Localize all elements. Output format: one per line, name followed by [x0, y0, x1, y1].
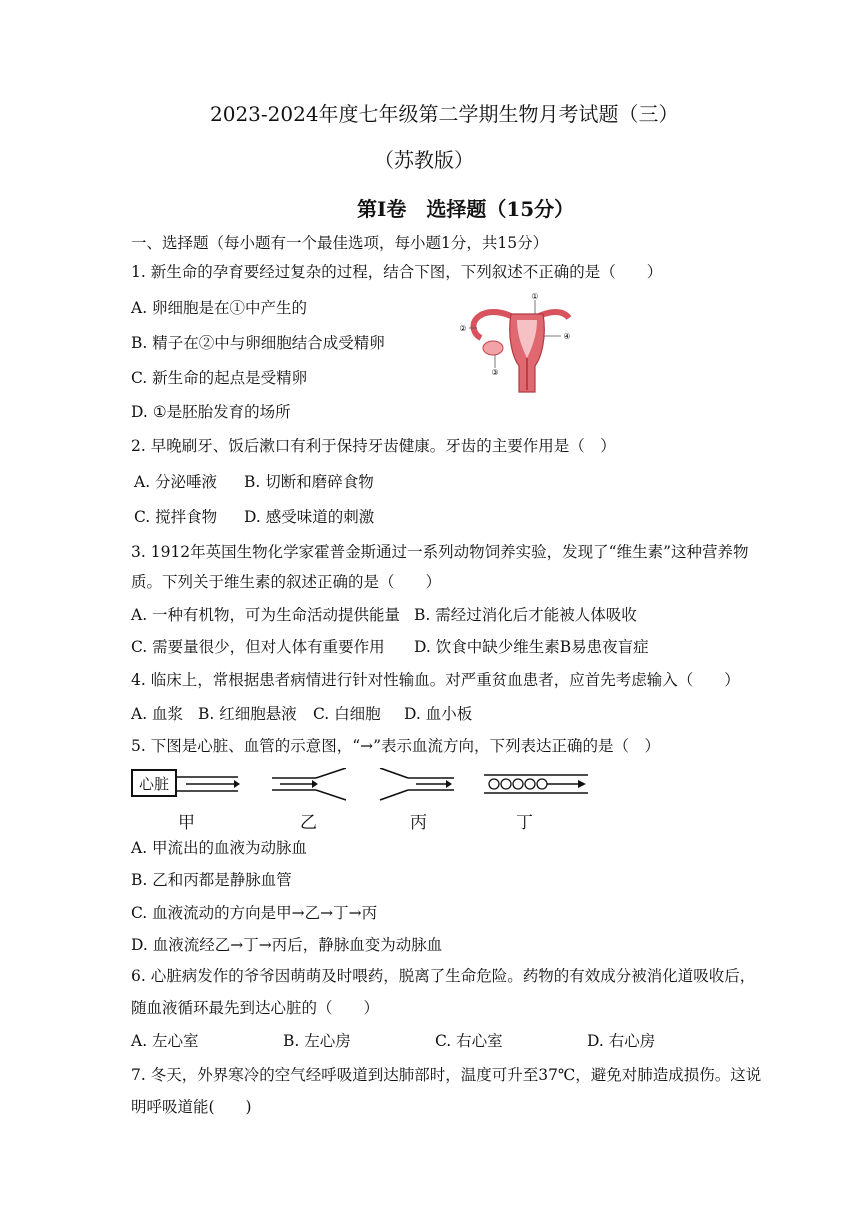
vessel-label-jia: 甲: [178, 813, 195, 833]
q5-stem: 5. 下图是心脏、血管的示意图，“→”表示血流方向，下列表达正确的是（ ）: [131, 737, 661, 755]
q4-option-b: B. 红细胞悬液: [198, 705, 297, 723]
q7-stem-line2: 明呼吸道能( ): [131, 1098, 252, 1116]
blood-vessel-diagram: [176, 768, 596, 802]
q2-option-d: D. 感受味道的刺激: [244, 508, 375, 526]
q2-option-b: B. 切断和磨碎食物: [244, 473, 374, 491]
figure-label-1: ①: [531, 292, 539, 301]
q7-stem-line1: 7. 冬天，外界寒冷的空气经呼吸道到达肺部时，温度可升至37℃，避免对肺造成损伤。这说: [131, 1066, 762, 1084]
fallopian-tube-left: [474, 312, 515, 338]
q2-stem: 2. 早晚刷牙、饭后漱口有利于保持牙齿健康。牙齿的主要作用是（ ）: [131, 437, 616, 455]
ovary-shape: [483, 341, 503, 355]
q3-option-a: A. 一种有机物，可为生命活动提供能量: [131, 606, 401, 624]
vessel-jia: [176, 777, 240, 791]
q6-stem-line1: 6. 心脏病发作的爷爷因萌萌及时喂药，脱离了生命危险。药物的有效成分被消化道吸收后，: [131, 967, 756, 985]
vessel-yi: [272, 768, 346, 800]
section-heading: 一、选择题（每小题有一个最佳选项，每小题1分，共15分）: [131, 234, 549, 252]
q5-option-a: A. 甲流出的血液为动脉血: [131, 839, 308, 857]
uterus-diagram: [455, 288, 585, 400]
q6-option-d: D. 右心房: [587, 1032, 656, 1050]
q4-option-d: D. 血小板: [404, 705, 473, 723]
q1-option-a: A. 卵细胞是在①中产生的: [131, 299, 308, 317]
q6-option-c: C. 右心室: [435, 1032, 503, 1050]
q3-stem-line1: 3. 1912年英国生物化学家霍普金斯通过一系列动物饲养实验，发现了“维生素”这种营养物: [131, 543, 749, 561]
q3-stem-line2: 质。下列关于维生素的叙述正确的是（ ）: [131, 573, 442, 591]
vessel-label-bing: 丙: [410, 813, 427, 833]
q3-option-c: C. 需要量很少，但对人体有重要作用: [131, 638, 385, 656]
q3-option-b: B. 需经过消化后才能被人体吸收: [414, 606, 637, 624]
q6-stem-line2: 随血液循环最先到达心脏的（ ）: [131, 999, 380, 1017]
q4-option-a: A. 血浆: [131, 705, 184, 723]
volume-heading: 第Ⅰ卷 选择题（15分）: [357, 197, 575, 221]
exam-subtitle: （苏教版）: [374, 148, 474, 172]
q4-stem: 4. 临床上，常根据患者病情进行针对性输血。对严重贫血患者，应首先考虑输入（ ）: [131, 671, 740, 689]
vessel-label-yi: 乙: [300, 813, 317, 833]
figure-label-2: ②: [459, 324, 467, 333]
q3-option-d: D. 饮食中缺少维生素B易患夜盲症: [414, 638, 649, 656]
vessel-ding: [484, 775, 588, 793]
exam-title: 2023-2024年度七年级第二学期生物月考试题（三）: [210, 102, 679, 126]
q5-option-b: B. 乙和丙都是静脉血管: [131, 871, 292, 889]
q6-option-a: A. 左心室: [131, 1032, 199, 1050]
vessel-label-ding: 丁: [516, 813, 533, 833]
q1-stem: 1. 新生命的孕育要经过复杂的过程，结合下图，下列叙述不正确的是（ ）: [131, 263, 663, 281]
figure-label-3: ③: [491, 368, 499, 377]
figure-label-4: ④: [563, 332, 571, 341]
q2-option-a: A. 分泌唾液: [134, 473, 218, 491]
q4-option-c: C. 白细胞: [313, 705, 381, 723]
q2-option-c: C. 搅拌食物: [134, 508, 218, 526]
vessel-bing: [380, 768, 454, 800]
q1-option-b: B. 精子在②中与卵细胞结合成受精卵: [131, 334, 385, 352]
q5-option-d: D. 血液流经乙→丁→丙后，静脉血变为动脉血: [131, 936, 443, 954]
q5-option-c: C. 血液流动的方向是甲→乙→丁→丙: [131, 904, 378, 922]
q1-option-c: C. 新生命的起点是受精卵: [131, 369, 308, 387]
heart-box: 心脏: [131, 769, 177, 797]
q6-option-b: B. 左心房: [283, 1032, 351, 1050]
q1-option-d: D. ①是胚胎发育的场所: [131, 403, 291, 421]
